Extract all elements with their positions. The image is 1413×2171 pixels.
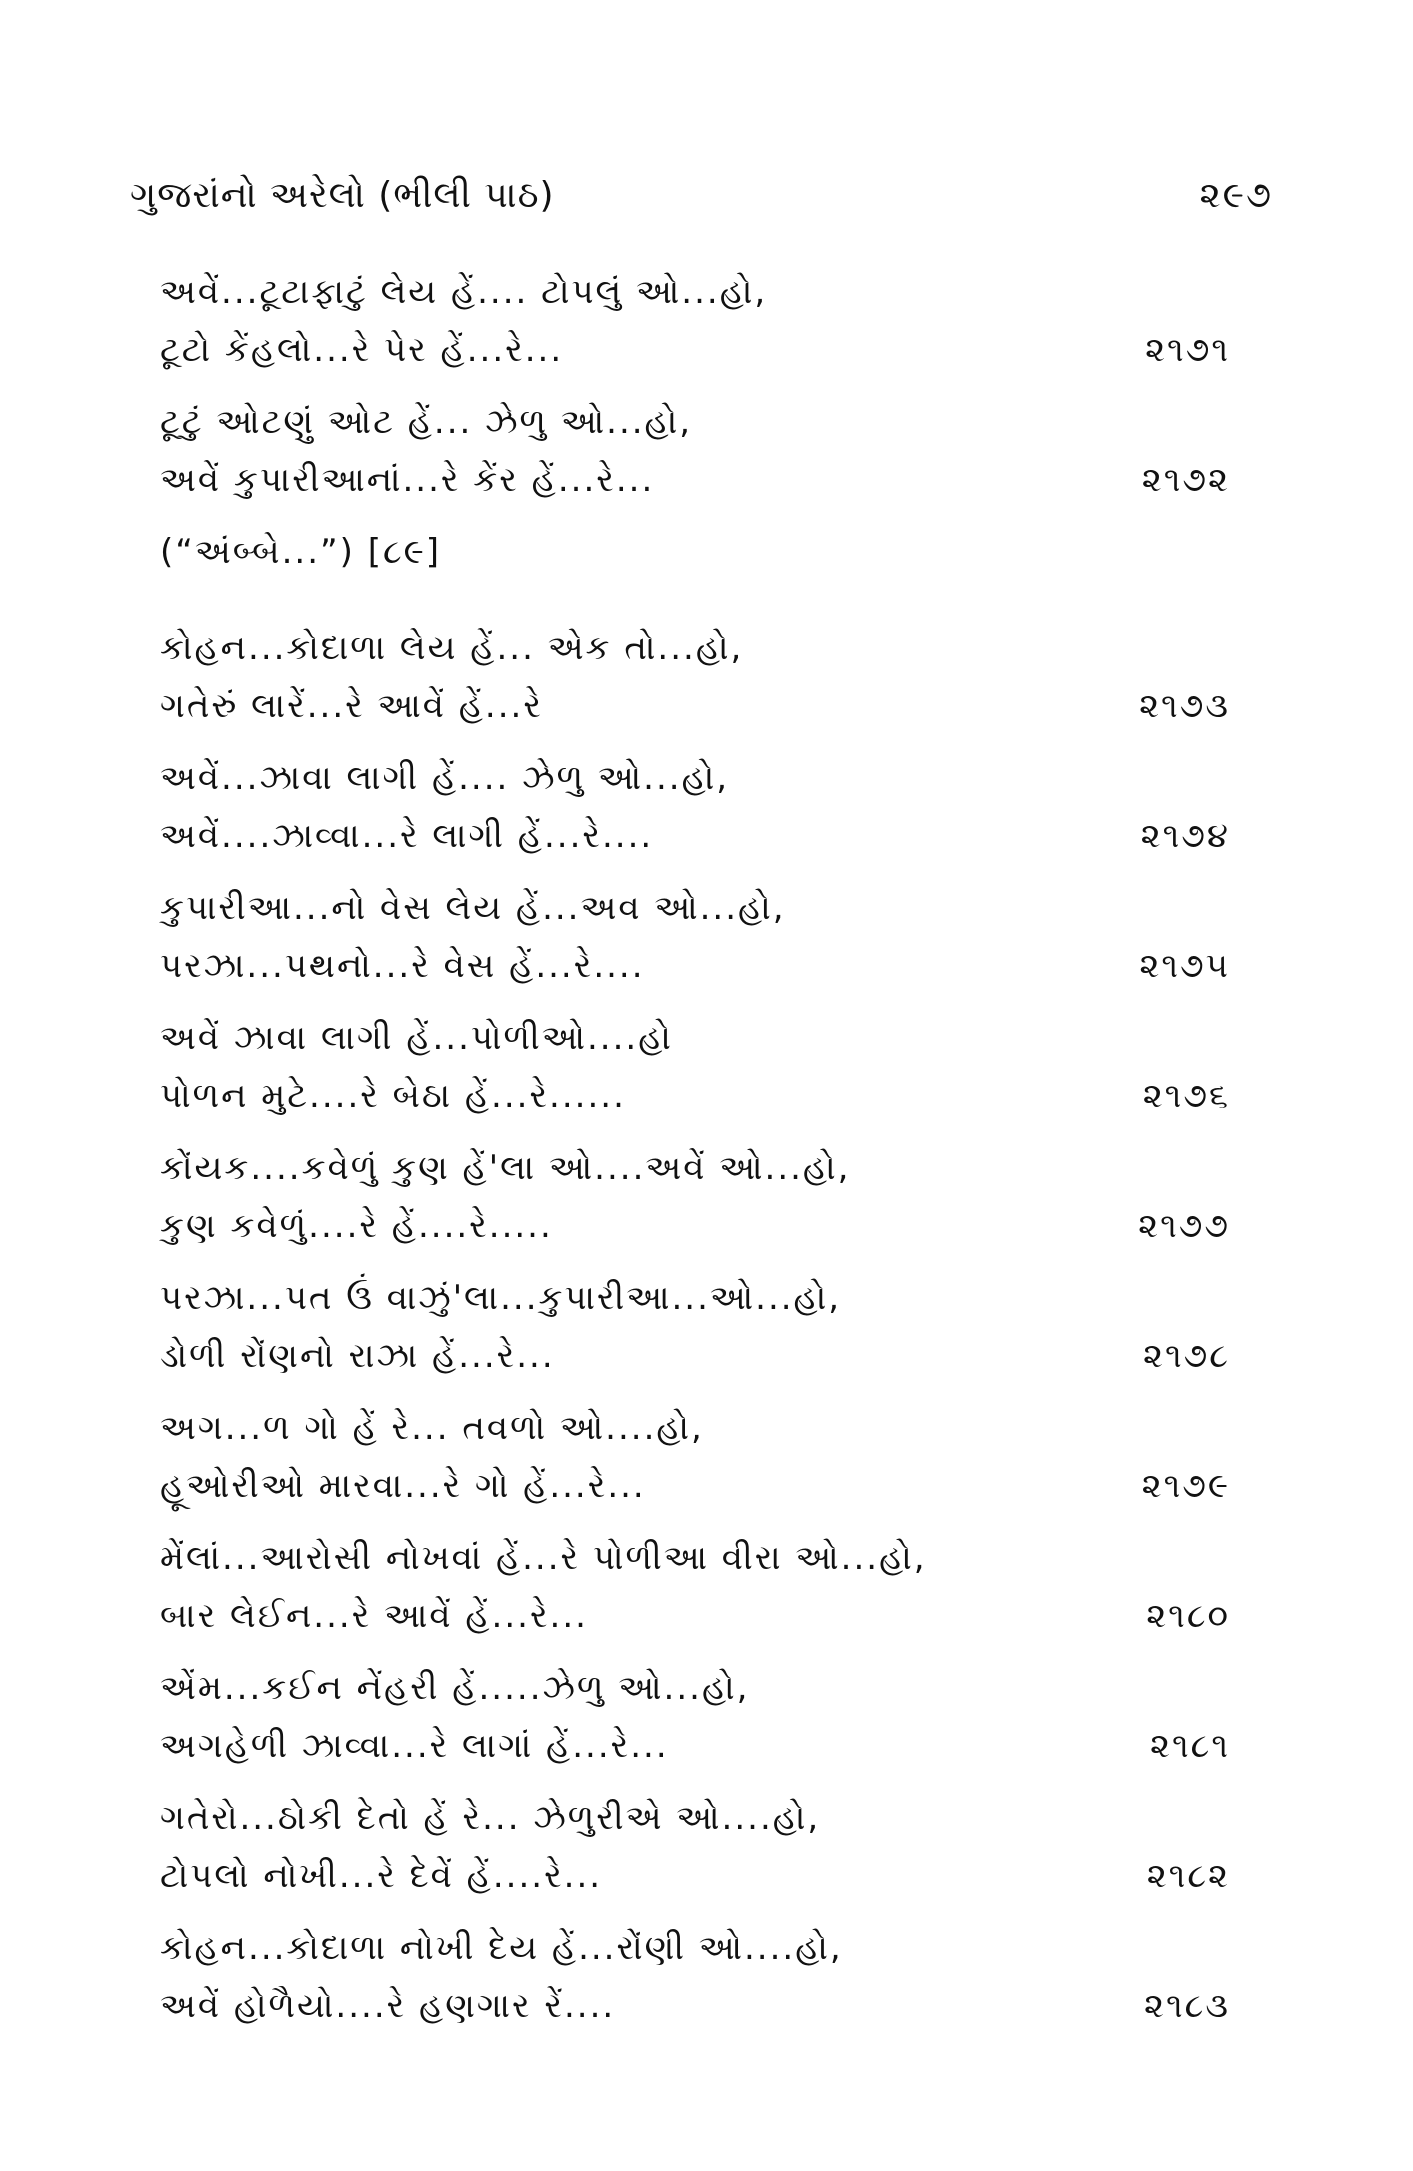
verse-line: બાર લેઈન...રે આવેં હેં...રે... — [160, 1596, 588, 1636]
stanza — [160, 1658, 1240, 1788]
stanza — [160, 1918, 1240, 2048]
verse-body — [160, 262, 1240, 2048]
verse-line: પરઝા...પથનો...રે વેસ હેં...રે.... — [160, 946, 645, 986]
chapter-title: ગુજરાંનો અરેલો (ભીલી પાઠ) — [130, 175, 555, 216]
verse-line: અવેં...ઝાવા લાગી હેં.... ઝેળુ ઓ...હો, — [160, 758, 730, 798]
stanza — [160, 748, 1240, 878]
verse-line: મેંલાં...આરોસી નોખવાં હેં...રે પોળીઆ વીરા ઓ...હો, — [160, 1538, 927, 1578]
stanza — [160, 1528, 1240, 1658]
verse-number: ૨૧૭૬ — [1142, 1076, 1230, 1116]
section-heading: (“અંબ્બે...”) [૮૯] — [160, 532, 442, 572]
verse-line: ટોપલો નોખી...રે દેવેં હેં....રે... — [160, 1856, 603, 1896]
verse-number: ૨૧૭૫ — [1139, 946, 1230, 986]
verse-line: કુપારીઆ...નો વેસ લેય હેં...અવ ઓ...હો, — [160, 888, 786, 928]
verse-line: એંમ...કઈન નેંહરી હેં.....ઝેળુ ઓ...હો, — [160, 1668, 750, 1708]
verse-line: અવેં ઝાવા લાગી હેં...પોળીઓ....હો — [160, 1018, 673, 1058]
verse-number: ૨૧૭૨ — [1141, 460, 1230, 500]
verse-line: ટૂટું ઓટણું ઓટ હેં... ઝેળુ ઓ...હો, — [160, 402, 693, 442]
running-header — [130, 168, 1273, 224]
stanza — [160, 1008, 1240, 1138]
stanza — [160, 618, 1240, 748]
verse-number: ૨૧૭૧ — [1145, 330, 1230, 370]
verse-number: ૨૧૭૯ — [1141, 1466, 1230, 1506]
verse-line: અગ...ળ ગો હેં રે... તવળો ઓ....હો, — [160, 1408, 704, 1448]
stanza — [160, 1268, 1240, 1398]
verse-line: ડોળી રોંણનો રાઝા હેં...રે... — [160, 1336, 555, 1376]
verse-line: કોંયક....કવેળું કુણ હેં'લા ઓ....અવેં ઓ...હો, — [160, 1148, 851, 1188]
page-number: ૨૯૭ — [1199, 175, 1273, 216]
stanza — [160, 262, 1240, 392]
stanza — [160, 1788, 1240, 1918]
verse-line: પરઝા...પત ઉં વાઝું'લા...કુપારીઆ...ઓ...હો, — [160, 1278, 842, 1318]
verse-number: ૨૧૭૭ — [1138, 1206, 1230, 1246]
verse-line: અવેં હોળૈયો....રે હણગાર રેં.... — [160, 1986, 616, 2026]
verse-line: ગતેરું લારેં...રે આવેં હેં...રે — [160, 686, 543, 726]
verse-line: અવેં....ઝાવ્વા...રે લાગી હેં...રે.... — [160, 816, 654, 856]
verse-number: ૨૧૭૩ — [1139, 686, 1230, 726]
verse-line: કુણ કવેળું....રે હેં....રે..... — [160, 1206, 553, 1246]
verse-number: ૨૧૮૦ — [1146, 1596, 1230, 1636]
verse-line: પોળન મુટે....રે બેઠા હેં...રે...... — [160, 1076, 626, 1116]
verse-line: અગહેળી ઝાવ્વા...રે લાગાં હેં...રે... — [160, 1726, 669, 1766]
stanza — [160, 1398, 1240, 1528]
verse-number: ૨૧૮૧ — [1150, 1726, 1230, 1766]
verse-number: ૨૧૭૮ — [1143, 1336, 1230, 1376]
verse-line: કોહન...કોદાળા નોખી દેય હેં...રોંણી ઓ....હો, — [160, 1928, 843, 1968]
stanza — [160, 878, 1240, 1008]
stanza — [160, 1138, 1240, 1268]
verse-line: હૂઓરીઓ મારવા...રે ગો હેં...રે... — [160, 1466, 646, 1506]
verse-number: ૨૧૭૪ — [1140, 816, 1230, 856]
stanza — [160, 392, 1240, 522]
verse-line: અવેં...ટૂટાફાટું લેય હેં.... ટોપલું ઓ...હો, — [160, 272, 768, 312]
verse-line: કોહન...કોદાળા લેય હેં... એક તો...હો, — [160, 628, 744, 668]
verse-number: ૨૧૮૩ — [1144, 1986, 1230, 2026]
verse-line: અવેં કુપારીઆનાં...રે કેંર હેં...રે... — [160, 460, 655, 500]
verse-line: ટૂટો કેંહલો...રે પેર હેં...રે... — [160, 330, 564, 370]
verse-line: ગતેરો...ઠોકી દેતો હેં રે... ઝેળુરીએ ઓ....હો, — [160, 1798, 821, 1838]
verse-number: ૨૧૮૨ — [1146, 1856, 1230, 1896]
